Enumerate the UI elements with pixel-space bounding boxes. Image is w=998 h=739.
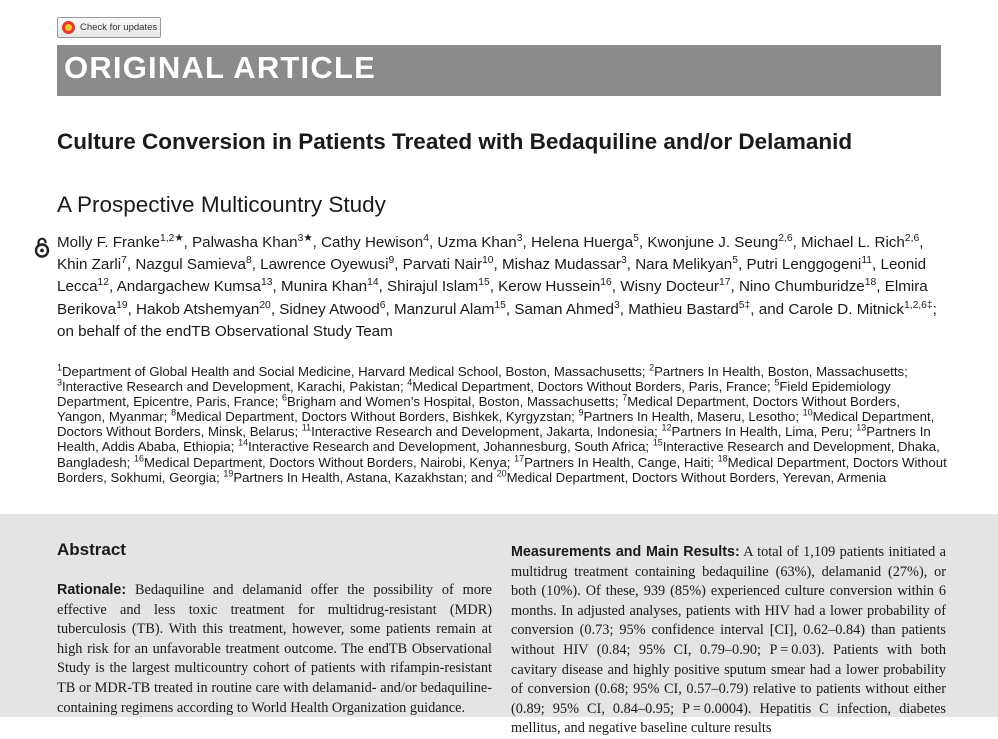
affiliation-number: 6	[282, 392, 288, 403]
author-name: Saman Ahmed	[514, 300, 614, 318]
affiliation-list: $^1$Department of Global Health and Social Medicine, Harvard Medical School, Boston, Massachusetts; $^2$Partners In Health, Boston, Massachusetts; $^3$Interactive Research and Development, Karachi, Pakistan; $^4$Medical Department, Doctors Without Borders, Paris, France; $^5$Field Epidemiology Department, Epicentre, Paris, France; $^6$Brigham and Women’s Hospital, Boston, Massachusetts; $^7$Medical Department, Doctors Without Borders, Yangon, Myanmar; $^8$Medical Department, Doctors Without Borders, Bishkek, Kyrgyzstan; $^9$Partners In Health, Maseru, Lesotho; $^{10}$Medical Department, Doctors Without Borders, Minsk, Belarus; $^{11}$Interactive Research and Development, Jakarta, Indonesia; $^{12}$Partners In Health, Lima, Peru; $^{13}$Partners In Health, Addis Ababa, Ethiopia; $^{14}$Interactive Research and Development, Johannesburg, South Africa; $^{15}$Interactive Research and Development, Dhaka, Bangladesh; $^{16}$Medical Department, Doctors Without Borders, Nairobi, Kenya; $^{17}$Partners In Health, Cange, Haiti; $^{18}$Medical Department, Doctors Without Borders, Sokhumi, Georgia; $^{19}$Partners In Health, Astana, Kazakhstan; and $^{20}$Medical Department, Doctors Without Borders, Yerevan, Armenia	[57, 362, 947, 485]
author-affiliation-mark: 3	[516, 232, 523, 244]
abstract-heading: Abstract	[57, 540, 126, 559]
author-affiliation-mark: 1,2,6‡	[903, 299, 933, 311]
author-affiliation-mark: 2,6	[904, 232, 920, 244]
affiliation-text: Interactive Research and Development, Johannesburg, South Africa	[248, 439, 646, 455]
article-subtitle: A Prospective Multicountry Study	[57, 192, 386, 217]
author-name: Molly F. Franke	[57, 234, 160, 251]
author-affiliation-mark: 7	[121, 255, 127, 267]
author-affiliation-mark: 11	[861, 255, 873, 267]
authors-and: and	[758, 300, 785, 318]
author-affiliation-mark: 5	[732, 255, 739, 267]
affiliation-number: 5	[774, 377, 780, 388]
affiliation-text: Brigham and Women’s Hospital, Boston, Massachusetts	[287, 394, 615, 410]
affiliation-number: 12	[661, 422, 672, 433]
author-affiliation-mark: 9	[388, 255, 395, 267]
author-name: Mathieu Bastard	[628, 300, 739, 318]
author-affiliation-mark: 19	[116, 299, 128, 311]
author-affiliation-mark: 15	[478, 277, 490, 289]
affiliation-text: Partners In Health, Boston, Massachusetts	[654, 364, 905, 379]
authors-suffix: ; on behalf of the endTB Observational Study Team	[57, 300, 937, 340]
author-affiliation-mark: 6	[379, 299, 386, 311]
affiliation-number: 3	[57, 377, 62, 388]
author-name: Andargachew Kumsa	[116, 278, 262, 296]
rationale-text: Bedaquiline and delamanid offer the possibility of more effective and less toxic treatment for multidrug-resistant (MDR) tuberculosis (TB). With this treatment, however, some patients remain at high risk for an unfavorable treatment outcome. The endTB Observational Study is the largest multicountry cohort of patients with rifampin-resistant TB or MDR-TB treated in routine care with delamanid- and/or bedaquiline-containing regimens according to World Health Organization guidance.	[57, 582, 492, 716]
affiliation-number: 11	[301, 422, 312, 433]
author-name: Kwonjune J. Seung	[647, 234, 779, 251]
results-label: Measurements and Main Results:	[511, 544, 740, 560]
affiliation-text: Medical Department, Doctors Without Borders, Yangon, Myanmar	[57, 394, 900, 425]
article-title: Culture Conversion in Patients Treated with Bedaquiline and/or Delamanid	[57, 129, 853, 154]
article-type-label: ORIGINAL ARTICLE	[64, 50, 376, 85]
author-name: Helena Huerga	[530, 234, 634, 251]
open-access-lock-icon	[34, 236, 50, 258]
affiliation-number: 16	[134, 453, 144, 464]
affiliation-number: 10	[802, 407, 813, 418]
author-name: Parvati Nair	[402, 256, 483, 274]
author-affiliation-mark: 3	[613, 299, 620, 311]
affiliation-number: 14	[238, 438, 249, 449]
author-affiliation-mark: 4	[423, 232, 429, 244]
author-name: Lawrence Oyewusi	[260, 256, 389, 274]
author-affiliation-mark: 17	[719, 277, 731, 289]
author-affiliation-mark: 16	[600, 277, 612, 289]
check-for-updates-button[interactable]	[57, 17, 161, 38]
author-affiliation-mark: 18	[864, 277, 877, 289]
author-name: Hakob Atshemyan	[136, 300, 260, 318]
affiliation-number: 18	[717, 453, 728, 464]
affiliation-text: Medical Department, Doctors Without Borders, Yerevan, Armenia	[506, 469, 887, 485]
author-name: Elmira Berikova	[57, 278, 928, 318]
affiliation-number: 17	[514, 453, 525, 464]
affiliation-number: 15	[652, 438, 663, 449]
author-affiliation-mark: 14	[367, 277, 379, 289]
affiliation-text: Medical Department, Doctors Without Borders, Bishkek, Kyrgyzstan	[176, 409, 572, 425]
abstract-results	[511, 543, 946, 739]
affiliation-text: Interactive Research and Development, Dhaka, Bangladesh	[57, 439, 940, 470]
affiliation-text: Department of Global Health and Social Medicine, Harvard Medical School, Boston, Massachusetts	[62, 364, 642, 379]
author-name: Munira Khan	[280, 278, 368, 296]
affiliation-text: Field Epidemiology Department, Epicentre, Paris, France	[57, 379, 891, 410]
author-name: Putri Lenggogeni	[746, 256, 862, 274]
crossmark-icon	[62, 21, 75, 34]
rationale-label: Rationale:	[57, 582, 127, 598]
affiliation-number: 19	[223, 468, 234, 479]
author-name: Sidney Atwood	[279, 300, 380, 318]
author-name: Nazgul Samieva	[135, 256, 246, 274]
author-name: Wisny Docteur	[620, 278, 719, 296]
affiliation-text: Partners In Health, Addis Ababa, Ethiopia	[57, 424, 931, 455]
affiliation-number: 7	[622, 392, 628, 403]
author-name: Leonid Lecca	[57, 256, 927, 296]
author-list: Molly F. Franke$^{1,2★}$, Palwasha Khan$^{3★}$, Cathy Hewison$^4$, Uzma Khan$^3$, Helena Huerga$^5$, Kwonjune J. Seung$^{2,6}$, Michael L. Rich$^{2,6}$, Khin Zarli$^7$, Nazgul Samieva$^8$, Lawrence Oyewusi$^9$, Parvati Nair$^{10}$, Mishaz Mudassar$^3$, Nara Melikyan$^5$, Putri Lenggogeni$^{11}$, Leonid Lecca$^{12}$, Andargachew Kumsa$^{13}$, Munira Khan$^{14}$, Shirajul Islam$^{15}$, Kerow Hussein$^{16}$, Wisny Docteur$^{17}$, Nino Chumburidze$^{18}$, Elmira Berikova$^{19}$, Hakob Atshemyan$^{20}$, Sidney Atwood$^6$, Manzurul Alam$^{15}$, Saman Ahmed$^3$, Mathieu Bastard$^{5\ddagger}$, and Carole D. Mitnick$^{1,2,6\ddagger}$; on behalf of the endTB Observational Study Team	[57, 232, 937, 340]
author-affiliation-mark: 2,6	[778, 232, 793, 244]
author-affiliation-mark: 13	[261, 277, 273, 289]
affiliation-number: 13	[856, 422, 867, 433]
affiliation-text: Partners In Health, Astana, Kazakhstan	[233, 469, 464, 485]
author-name: Cathy Hewison	[321, 234, 424, 251]
affiliation-text: Medical Department, Doctors Without Borders, Minsk, Belarus	[57, 409, 935, 440]
author-name: Mishaz Mudassar	[501, 256, 621, 274]
affiliation-number: 1	[57, 362, 62, 373]
results-text: A total of 1,109 patients initiated a multidrug treatment containing bedaquiline (63%), delamanid (27%), or both (10%). Of these, 939 (85%) experienced culture conversion within 6 months. In adjusted analyses, patients with HIV had a lower probability of conversion (0.73; 95% confidence interval [CI], 0.62–0.84) than patients without HIV (0.84; 95% CI, 0.79–0.90; P = 0.03). Patients with both cavitary disease and highly positive sputum smear had a lower probability of conversion (0.68; 95% CI, 0.57–0.79) relative to patients without either (0.89; 95% CI, 0.84–0.95; P = 0.0004). Hepatitis C infection, diabetes mellitus, and negative baseline culture results	[511, 544, 946, 737]
author-affiliation-mark: 10	[482, 255, 494, 267]
author-name: Uzma Khan	[437, 234, 517, 251]
article-type-banner	[57, 45, 941, 96]
author-name: Khin Zarli	[57, 256, 122, 274]
author-name: Kerow Hussein	[498, 278, 601, 296]
affiliation-text: Interactive Research and Development, Jakarta, Indonesia	[311, 424, 655, 440]
affiliation-text: Partners In Health, Maseru, Lesotho	[583, 409, 796, 425]
author-affiliation-mark: 8	[245, 255, 252, 267]
check-for-updates-label: Check for updates	[80, 22, 158, 33]
author-affiliation-mark: 15	[494, 299, 506, 311]
author-affiliation-mark: 3★	[297, 232, 313, 244]
author-name: Palwasha Khan	[192, 234, 298, 251]
author-affiliation-mark: 3	[620, 255, 627, 267]
author-affiliation-mark: 12	[97, 277, 110, 289]
author-affiliation-mark: 20	[259, 299, 271, 311]
author-name: Carole D. Mitnick	[788, 300, 904, 318]
affiliation-number: 4	[407, 377, 413, 388]
author-affiliation-mark: 1,2★	[159, 232, 184, 244]
author-affiliation-mark: 5	[633, 232, 639, 244]
affiliation-text: Medical Department, Doctors Without Borders, Paris, France	[412, 379, 767, 395]
affiliation-number: 2	[649, 362, 655, 373]
author-affiliation-mark: 5‡	[738, 299, 751, 311]
author-name: Nino Chumburidze	[738, 278, 865, 296]
author-name: Manzurul Alam	[393, 300, 495, 318]
affiliation-text: Medical Department, Doctors Without Borders, Nairobi, Kenya	[143, 454, 507, 470]
author-name: Michael L. Rich	[801, 234, 905, 251]
author-name: Shirajul Islam	[387, 278, 479, 296]
abstract-rationale	[57, 581, 492, 718]
affiliation-text: Partners In Health, Cange, Haiti	[524, 454, 711, 470]
affiliation-text: Partners In Health, Lima, Peru	[671, 424, 849, 440]
affiliation-text: Medical Department, Doctors Without Borders, Sokhumi, Georgia	[57, 454, 947, 485]
affiliation-number: 9	[578, 407, 584, 418]
affiliation-number: 8	[171, 407, 177, 418]
affiliation-number: 20	[496, 468, 507, 479]
author-name: Nara Melikyan	[635, 256, 733, 274]
affiliation-text: Interactive Research and Development, Karachi, Pakistan	[62, 379, 400, 395]
